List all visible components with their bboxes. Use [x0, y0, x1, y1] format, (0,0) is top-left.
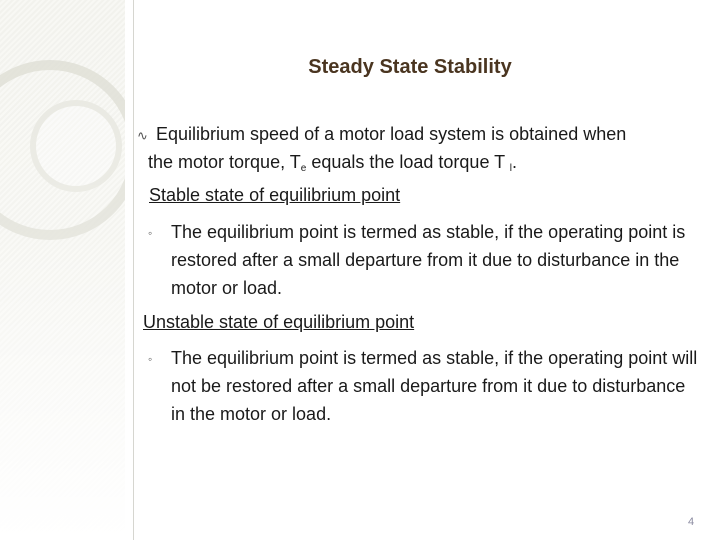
subscript-e: e — [300, 163, 307, 174]
panel-fade — [0, 0, 125, 540]
unstable-text: The equilibrium point is termed as stable, if the operating point will not be restored after a small departure from it due to disturbance in the motor or load. — [171, 348, 698, 424]
slide-title: Steady State Stability — [308, 56, 512, 78]
unstable-heading: Unstable state of equilibrium point — [143, 312, 415, 332]
intro-line-2-part-3: . — [512, 152, 518, 172]
curly-bullet-icon: ∿ — [137, 128, 148, 143]
hollow-circle-bullet-icon: ◦ — [148, 352, 153, 366]
page-number: 4 — [688, 516, 695, 528]
panel-divider — [133, 0, 134, 540]
subscript-l: l — [509, 163, 513, 174]
stable-heading: Stable state of equilibrium point — [149, 185, 401, 205]
intro-line-2-part-1: the motor torque, T — [148, 152, 301, 172]
intro-paragraph — [148, 120, 693, 183]
intro-line-2-part-2: equals the load torque T — [306, 152, 510, 172]
hollow-circle-bullet-icon: ◦ — [148, 226, 153, 240]
stable-text: The equilibrium point is termed as stable, if the operating point is restored after a small departure from it due to disturbance in the motor or load. — [171, 222, 686, 298]
decorative-side-panel — [0, 0, 125, 540]
intro-line-1: Equilibrium speed of a motor load system is obtained when — [156, 124, 627, 144]
